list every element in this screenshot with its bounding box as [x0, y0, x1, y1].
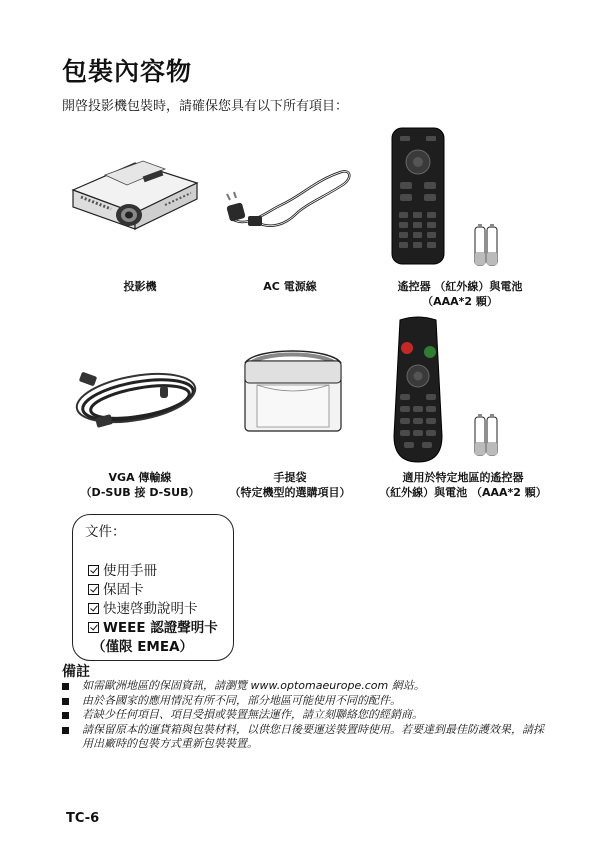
checkbox-icon: [88, 622, 99, 633]
intro-text: 開啓投影機包裝時，請確保您具有以下所有項目：: [62, 99, 349, 114]
notes-heading: 備註: [62, 664, 90, 680]
regional-batteries-image: [474, 414, 498, 456]
item-caption-carrying-bag: 手提袋 （特定機型的選購項目）: [229, 471, 351, 499]
note-item: 由於各國家的應用情況有所不同，部分地區可能使用不同的配件。: [62, 694, 552, 709]
power-cord-image: [226, 160, 356, 235]
document-item: 保固卡: [88, 581, 218, 600]
document-item: WEEE 認證聲明卡: [88, 619, 218, 638]
checkbox-icon: [88, 565, 99, 576]
vga-cable-image: [72, 360, 207, 440]
documents-list: [88, 562, 218, 657]
item-caption-power-cord: AC 電源線: [263, 280, 317, 293]
bullet-icon: [62, 727, 69, 734]
regional-remote-image: [390, 316, 446, 464]
checkbox-icon: [88, 584, 99, 595]
bullet-icon: [62, 683, 69, 690]
document-item-note: （僅限 EMEA）: [92, 639, 194, 655]
note-item: 如需歐洲地區的保固資訊，請瀏覽 www.optomaeurope.com 網站。: [62, 679, 552, 694]
item-caption-remote: 遙控器 （紅外線）與電池 （AAA*2 顆）: [397, 280, 523, 308]
projector-image: [65, 155, 205, 235]
documents-title: 文件：: [85, 524, 126, 540]
item-caption-regional-remote: 適用於特定地區的遙控器 （紅外線）與電池 （AAA*2 顆）: [379, 471, 547, 499]
bullet-icon: [62, 698, 69, 705]
batteries-image: [474, 224, 498, 266]
bullet-icon: [62, 712, 69, 719]
item-caption-projector: 投影機: [123, 280, 157, 293]
document-item: 使用手冊: [88, 562, 218, 581]
note-item: 若缺少任何項目、項目受損或裝置無法運作，請立刻聯絡您的經銷商。: [62, 708, 552, 723]
remote-control-image: [390, 126, 446, 266]
page-number: TC-6: [66, 811, 100, 826]
carrying-bag-image: [235, 345, 350, 435]
document-item: 快速啓動說明卡: [88, 600, 218, 619]
notes-list: [62, 679, 552, 752]
checkbox-icon: [88, 603, 99, 614]
note-item: 請保留原本的運貨箱與包裝材料，以供您日後要運送裝置時使用。若要達到最佳防護效果，請採用出廠時的包裝方式重新包裝裝置。: [62, 723, 552, 752]
item-caption-vga-cable: VGA 傳輸線 （D-SUB 接 D-SUB）: [80, 471, 200, 499]
page-title: 包裝內容物: [62, 57, 193, 86]
